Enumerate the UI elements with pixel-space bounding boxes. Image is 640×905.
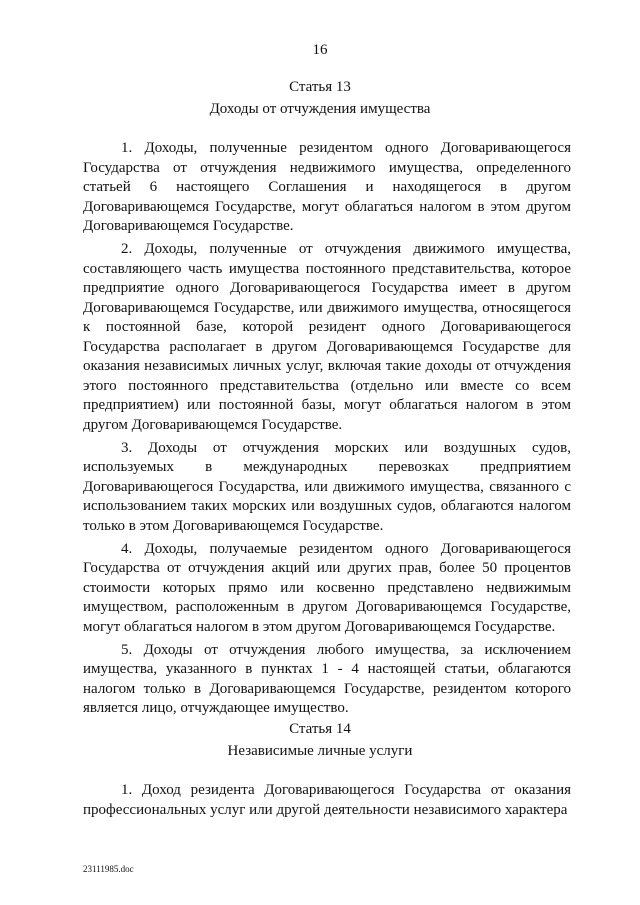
article-14-header (0, 718, 640, 762)
article-13-paragraph-3: 3. Доходы от отчуждения морских или воздушных судов, используемых в международных перевозках предприятием Договаривающегося Государства, или движимого имущества, связанного с использованием таких морских или воздушных судов, облагаются налогом только в этом Договаривающемся Государстве. (83, 439, 571, 534)
article-13-paragraph-2: 2. Доходы, полученные от отчуждения движимого имущества, составляющего часть имущества постоянного представительства, которое предприятие одного Договаривающегося Государства имеет в другом Договаривающемся Государстве, или движимого имущества, относящегося к постоянной базе, которой резидент одного Договаривающегося Государства располагает в другом Договаривающемся Государстве для оказания независимых личных услуг, включая такие доходы от отчуждения этого постоянного представительства (отдельно или вместе со всем предприятием) или постоянной базы, могут облагаться налогом в этом другом Договаривающемся Государстве. (83, 241, 571, 433)
article-13-heading: Статья 13 (289, 79, 351, 95)
article-13-header (0, 76, 640, 120)
article-13-paragraph-1: 1. Доходы, полученные резидентом одного Договаривающегося Государства от отчуждения недвижимого имущества, определенного статьей 6 настоящего Соглашения и находящегося в другом Договаривающемся Государстве, могут облагаться налогом в этом другом Договаривающемся Государстве. (83, 140, 571, 234)
article-14-subheading: Независимые личные услуги (227, 743, 413, 759)
article-14-paragraph-1: 1. Доход резидента Договаривающегося Государства от оказания профессиональных услуг или другой деятельности независимого характера (83, 782, 571, 818)
article-13-body (83, 139, 571, 722)
article-14-body (83, 781, 571, 824)
article-13-paragraph-5: 5. Доходы от отчуждения любого имущества, за исключением имущества, указанного в пунктах 1 - 4 настоящей статьи, облагаются налогом только в Договаривающемся Государстве, резидентом которого является лицо, отчуждающее имущество. (83, 641, 571, 716)
article-13-paragraph-4: 4. Доходы, получаемые резидентом одного Договаривающегося Государства от отчуждения акций или других прав, более 50 процентов стоимости которых прямо или косвенно представлено недвижимым имуществом, расположенным в другом Договаривающемся Государстве, могут облагаться налогом в этом другом Договаривающемся Государстве. (83, 540, 571, 635)
article-13-subheading: Доходы от отчуждения имущества (209, 101, 431, 117)
page-number: 16 (312, 42, 328, 58)
footer-filename: 23111985.doc (83, 864, 134, 874)
article-14-heading: Статья 14 (289, 721, 351, 737)
